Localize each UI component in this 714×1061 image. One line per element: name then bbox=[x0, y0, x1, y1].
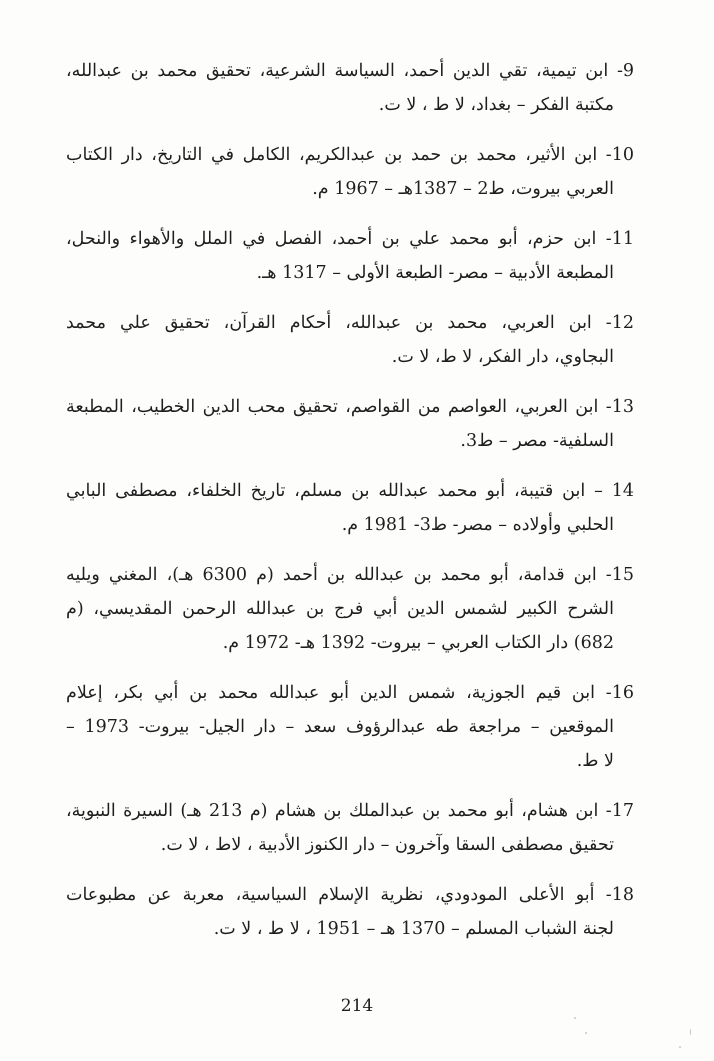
reference-18 bbox=[66, 878, 634, 946]
reference-line: 14 – ابن قتيبة، أبو محمد عبدالله بن مسلم، تاريخ الخلفاء، مصطفى البابي bbox=[66, 481, 634, 501]
reference-13 bbox=[66, 390, 634, 458]
scan-speck bbox=[574, 1017, 576, 1019]
reference-line: لا ط. bbox=[576, 751, 614, 771]
scan-speck bbox=[585, 1032, 587, 1034]
page-number: 214 bbox=[340, 996, 374, 1016]
reference-line: المطبعة الأدبية – مصر- الطبعة الأولى – 1317 هـ. bbox=[256, 263, 614, 283]
scan-speck bbox=[690, 1029, 691, 1035]
reference-line: 16- ابن قيم الجوزية، شمس الدين أبو عبدالله محمد بن أبي بكر، إعلام bbox=[66, 683, 634, 703]
reference-11 bbox=[66, 222, 634, 290]
reference-line: الحلبي وأولاده – مصر- ط3- 1981 م. bbox=[341, 515, 614, 535]
reference-9 bbox=[66, 54, 634, 122]
reference-line: البجاوي، دار الفكر، لا ط، لا ت. bbox=[391, 347, 614, 367]
reference-14 bbox=[66, 474, 634, 542]
bibliography-list bbox=[66, 54, 634, 962]
reference-line: السلفية- مصر – ط3. bbox=[460, 431, 614, 451]
reference-line: 11- ابن حزم، أبو محمد علي بن أحمد، الفصل في الملل والأهواء والنحل، bbox=[66, 229, 634, 249]
reference-line: الشرح الكبير لشمس الدين أبي فرج بن عبدالله الرحمن المقديسي، (م bbox=[66, 599, 614, 619]
reference-12 bbox=[66, 306, 634, 374]
reference-line: 10- ابن الأثير، محمد بن حمد بن عبدالكريم، الكامل في التاريخ، دار الكتاب bbox=[66, 145, 634, 165]
reference-line: 18- أبو الأعلى المودودي، نظرية الإسلام السياسية، معربة عن مطبوعات bbox=[66, 885, 634, 905]
reference-line: 12- ابن العربي، محمد بن عبدالله، أحكام القرآن، تحقيق علي محمد bbox=[66, 313, 634, 333]
reference-line: 17- ابن هشام، أبو محمد بن عبدالملك بن هشام (م 213 هـ) السيرة النبوية، bbox=[66, 801, 635, 821]
reference-line: 15- ابن قدامة، أبو محمد بن عبدالله بن أحمد (م 6300 هـ)، المغني ويليه bbox=[66, 565, 634, 585]
reference-17 bbox=[66, 794, 634, 862]
reference-15 bbox=[66, 558, 634, 660]
reference-line: مكتبة الفكر – بغداد، لا ط ، لا ت. bbox=[378, 95, 614, 115]
reference-10 bbox=[66, 138, 634, 206]
reference-line: تحقيق مصطفى السقا وآخرون – دار الكنوز الأدبية ، لاط ، لا ت. bbox=[160, 835, 614, 855]
reference-16 bbox=[66, 676, 634, 778]
reference-line: العربي بيروت، ط2 – 1387هـ – 1967 م. bbox=[312, 179, 614, 199]
scan-speck bbox=[679, 1046, 681, 1048]
reference-line: الموقعين – مراجعة طه عبدالرؤوف سعد – دار الجيل- بيروت- 1973 – bbox=[66, 717, 614, 737]
reference-line: لجنة الشباب المسلم – 1370 هـ – 1951 ، لا ط ، لا ت. bbox=[213, 919, 614, 939]
reference-line: 9- ابن تيمية، تقي الدين أحمد، السياسة الشرعية، تحقيق محمد بن عبدالله، bbox=[66, 61, 634, 81]
reference-line: 682) دار الكتاب العربي – بيروت- 1392 هـ- 1972 م. bbox=[222, 633, 614, 653]
reference-line: 13- ابن العربي، العواصم من القواصم، تحقيق محب الدين الخطيب، المطبعة bbox=[66, 397, 634, 417]
